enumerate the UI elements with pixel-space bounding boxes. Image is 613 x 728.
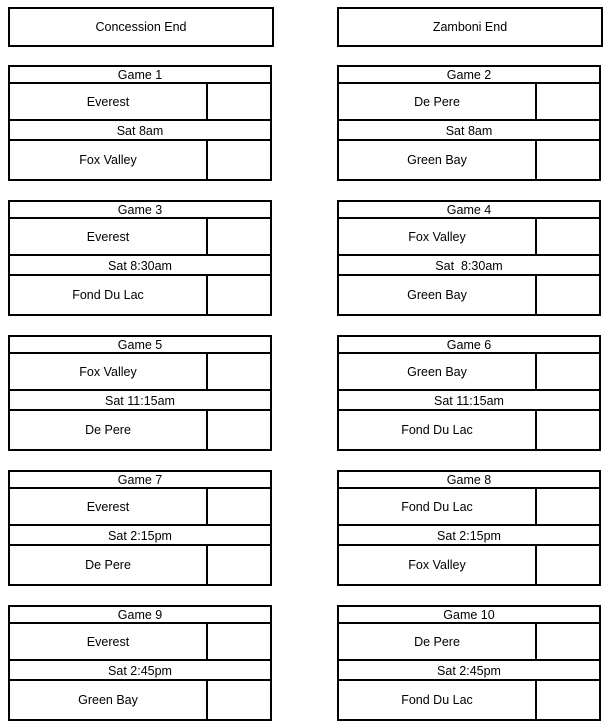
team-name: Fox Valley <box>408 558 466 572</box>
game-time: Sat 8am <box>10 123 270 141</box>
score-box[interactable] <box>535 141 601 179</box>
game-time: Sat 2:45pm <box>10 663 270 681</box>
game-card <box>8 335 272 451</box>
game-title: Game 3 <box>10 202 270 219</box>
game-time: Sat 8:30am <box>339 258 599 276</box>
game-time: Sat 2:15pm <box>10 528 270 546</box>
team-row <box>10 276 270 314</box>
team-row <box>339 489 599 526</box>
game-time: Sat 2:45pm <box>339 663 599 681</box>
game-title: Game 1 <box>10 67 270 84</box>
game-card <box>337 65 601 181</box>
team-name: Fox Valley <box>408 229 466 244</box>
score-box[interactable] <box>206 276 272 314</box>
game-title: Game 10 <box>339 607 599 624</box>
score-box[interactable] <box>535 411 601 449</box>
score-box[interactable] <box>206 411 272 449</box>
score-box[interactable] <box>535 276 601 314</box>
team-row <box>339 354 599 391</box>
game-title: Game 9 <box>10 607 270 624</box>
team-row <box>10 354 270 391</box>
score-box[interactable] <box>206 546 272 584</box>
team-row <box>10 411 270 449</box>
team-row <box>339 411 599 449</box>
game-card <box>337 470 601 586</box>
score-box[interactable] <box>206 681 272 719</box>
team-name: Green Bay <box>407 364 467 379</box>
team-row <box>10 546 270 584</box>
score-box[interactable] <box>206 624 272 659</box>
team-name: De Pere <box>85 558 131 572</box>
score-box[interactable] <box>206 84 272 119</box>
game-title: Game 6 <box>339 337 599 354</box>
score-box[interactable] <box>535 624 601 659</box>
game-card <box>337 335 601 451</box>
concession-end-header: Concession End <box>8 7 274 47</box>
team-name: Green Bay <box>407 153 467 167</box>
team-name: Green Bay <box>407 288 467 302</box>
score-box[interactable] <box>206 219 272 254</box>
team-name: Fond Du Lac <box>72 288 144 302</box>
team-row <box>10 141 270 179</box>
score-box[interactable] <box>535 84 601 119</box>
game-card <box>8 65 272 181</box>
game-time: Sat 8:30am <box>10 258 270 276</box>
game-title: Game 4 <box>339 202 599 219</box>
team-row <box>10 624 270 661</box>
team-row <box>339 84 599 121</box>
score-box[interactable] <box>535 546 601 584</box>
score-box[interactable] <box>535 219 601 254</box>
score-box[interactable] <box>535 681 601 719</box>
team-name: Fox Valley <box>79 153 137 167</box>
team-row <box>339 141 599 179</box>
team-name: Fond Du Lac <box>401 499 473 514</box>
score-box[interactable] <box>535 489 601 524</box>
game-title: Game 2 <box>339 67 599 84</box>
team-row <box>10 489 270 526</box>
score-box[interactable] <box>535 354 601 389</box>
team-row <box>339 219 599 256</box>
game-time: Sat 11:15am <box>339 393 599 411</box>
game-card <box>8 605 272 721</box>
team-row <box>339 681 599 719</box>
score-box[interactable] <box>206 354 272 389</box>
team-name: De Pere <box>85 423 131 437</box>
team-name: Everest <box>86 499 130 514</box>
game-title: Game 5 <box>10 337 270 354</box>
game-card <box>8 200 272 316</box>
team-name: Everest <box>86 94 130 109</box>
game-title: Game 8 <box>339 472 599 489</box>
team-row <box>339 624 599 661</box>
game-card <box>8 470 272 586</box>
game-time: Sat 8am <box>339 123 599 141</box>
team-name: Everest <box>86 229 130 244</box>
team-name: Green Bay <box>78 693 138 707</box>
game-card <box>337 200 601 316</box>
zamboni-end-header: Zamboni End <box>337 7 603 47</box>
team-row <box>10 219 270 256</box>
team-row <box>10 681 270 719</box>
game-card <box>337 605 601 721</box>
game-time: Sat 11:15am <box>10 393 270 411</box>
team-row <box>10 84 270 121</box>
team-row <box>339 276 599 314</box>
team-name: Fox Valley <box>79 364 137 379</box>
team-row <box>339 546 599 584</box>
team-name: De Pere <box>414 634 460 649</box>
team-name: Fond Du Lac <box>401 423 473 437</box>
team-name: De Pere <box>414 94 460 109</box>
game-time: Sat 2:15pm <box>339 528 599 546</box>
game-title: Game 7 <box>10 472 270 489</box>
team-name: Everest <box>86 634 130 649</box>
score-box[interactable] <box>206 489 272 524</box>
team-name: Fond Du Lac <box>401 693 473 707</box>
score-box[interactable] <box>206 141 272 179</box>
